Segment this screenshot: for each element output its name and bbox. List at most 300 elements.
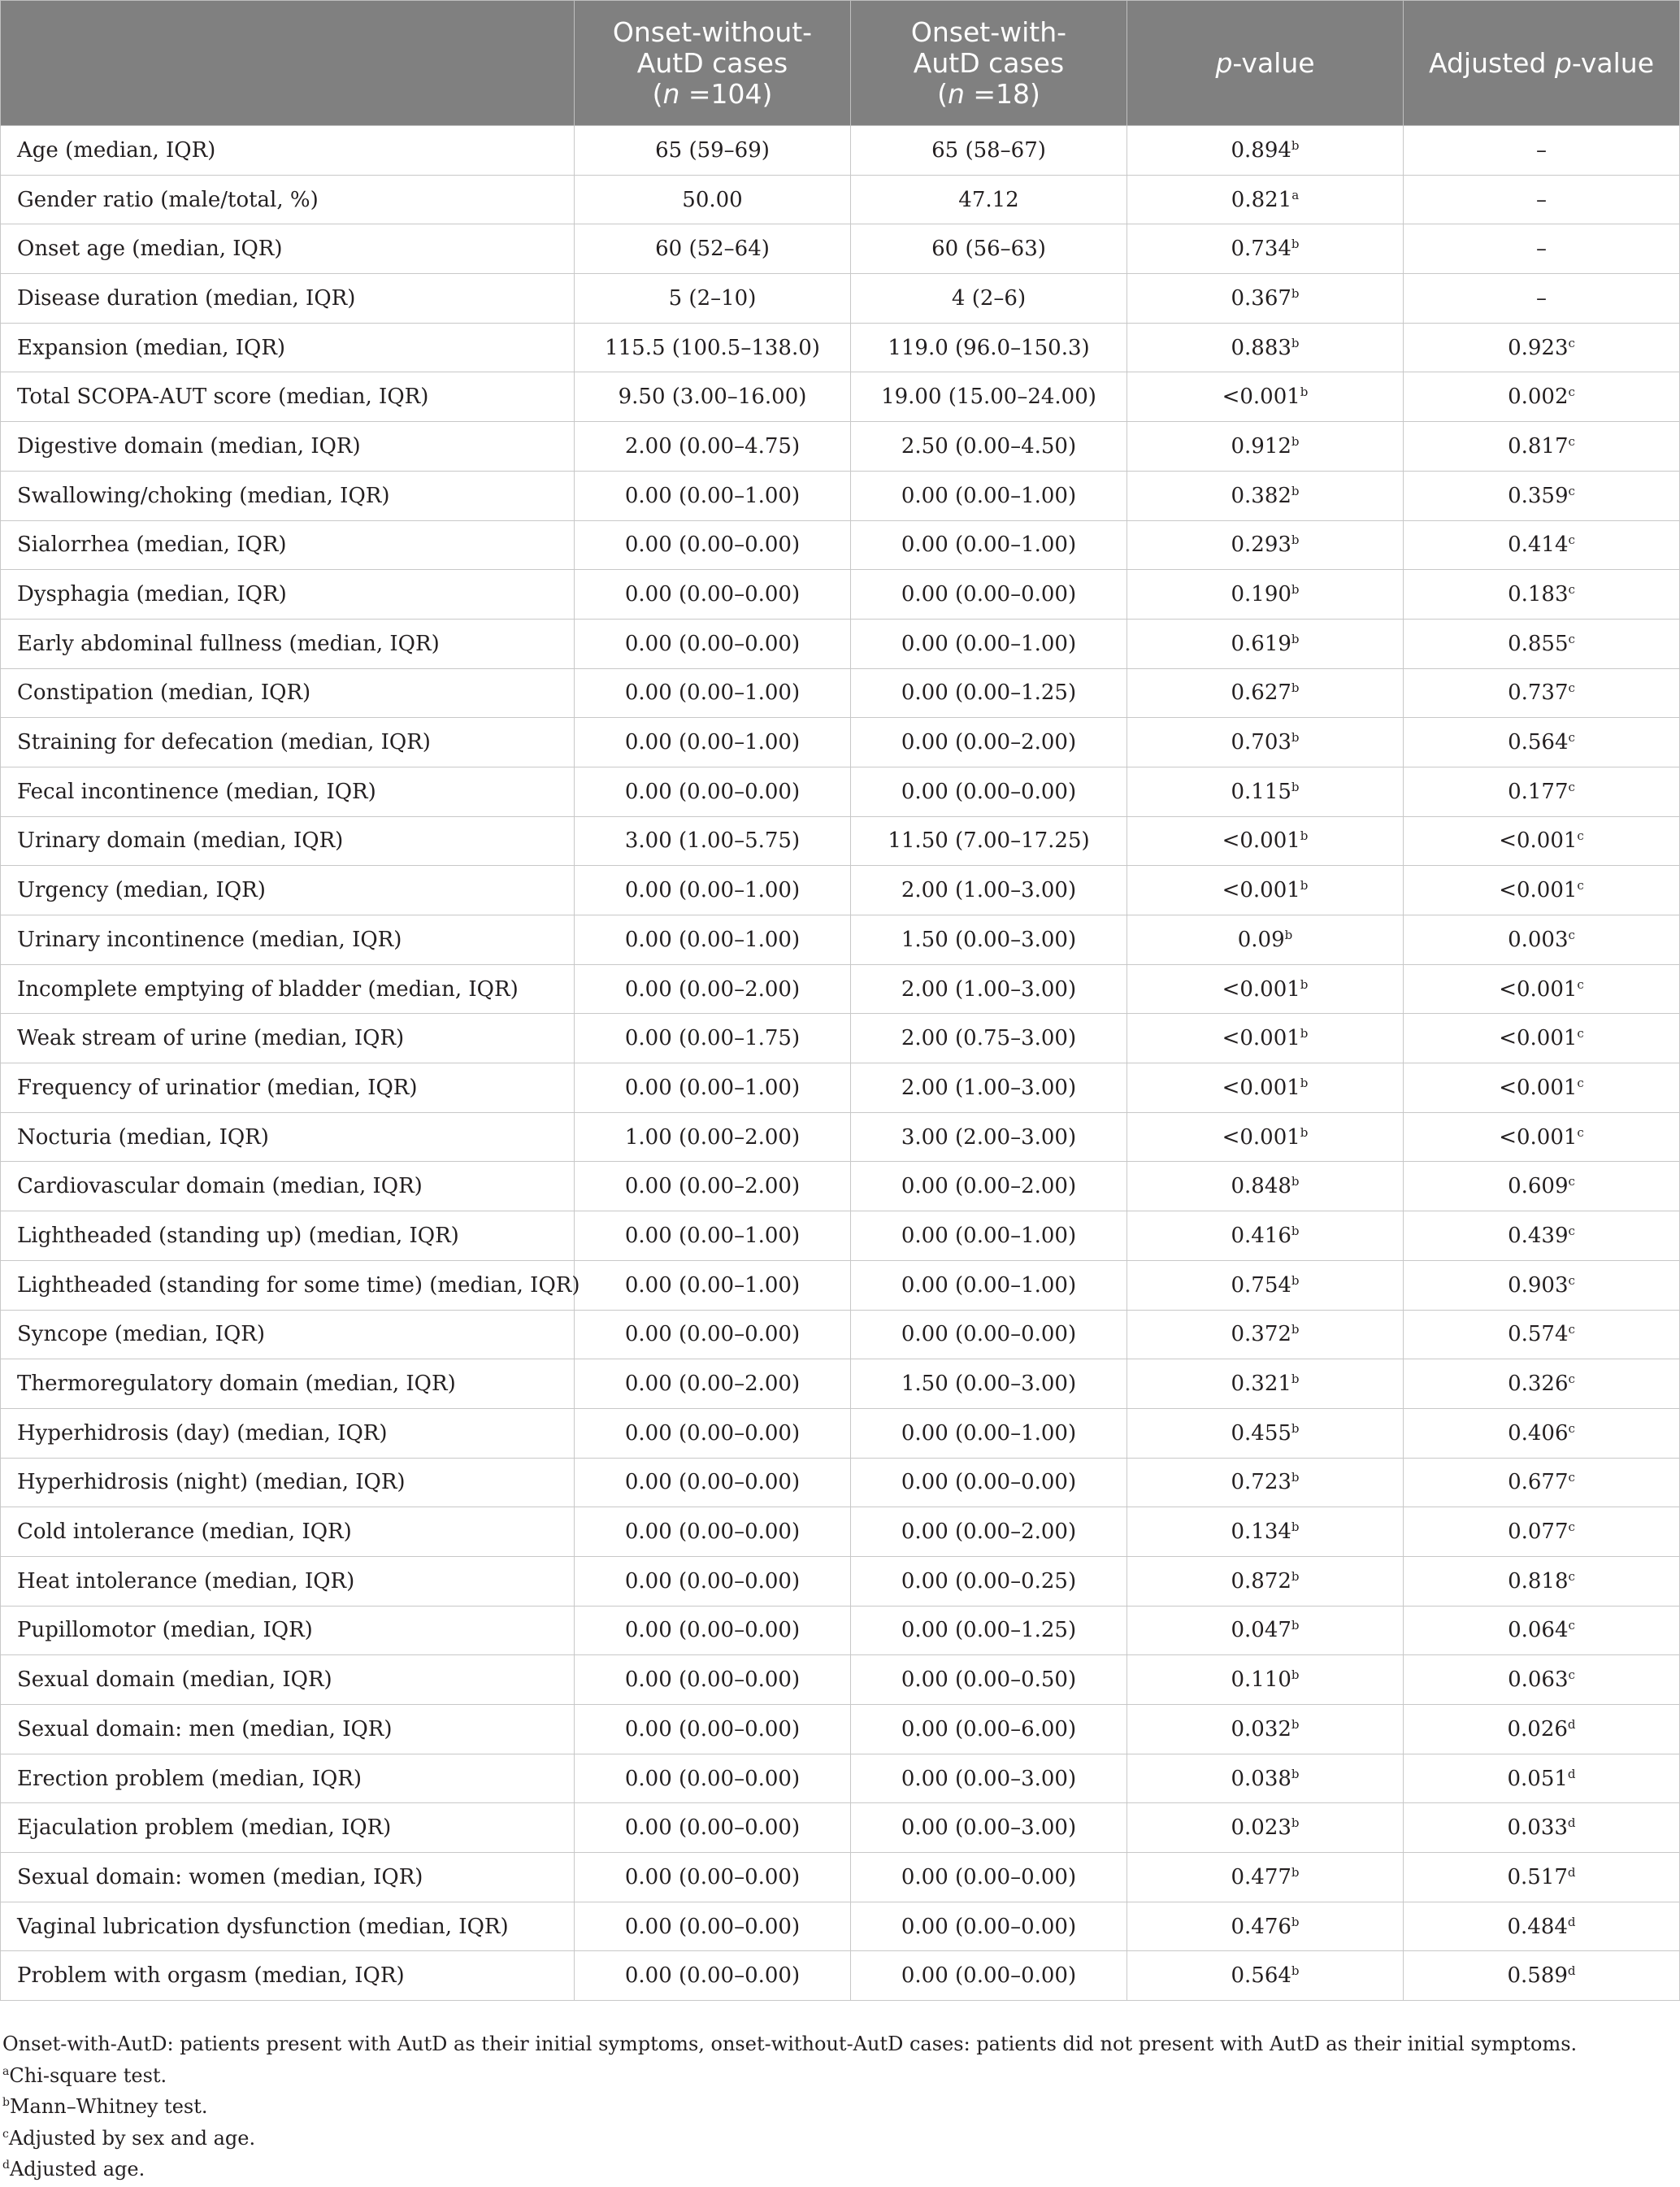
cell-onset-with-autd (851, 964, 1127, 1014)
adj-footnote-mark: c (1577, 1124, 1584, 1140)
cell-adjusted-p-value-value: 0.564 (1508, 730, 1569, 755)
cell-onset-with-autd (851, 619, 1127, 668)
cell-adjusted-p-value (1404, 1556, 1680, 1606)
cell-adjusted-p-value (1404, 619, 1680, 668)
cell-adjusted-p-value-value: 0.609 (1508, 1174, 1569, 1199)
cell-adjusted-p-value (1404, 1063, 1680, 1113)
cell-adjusted-p-value-value: 0.677 (1508, 1470, 1569, 1495)
row-label-value: Sexual domain (median, IQR) (17, 1667, 332, 1693)
table-row (1, 1655, 1680, 1705)
cell-onset-with-autd-value: 0.00 (0.00–0.50) (901, 1667, 1077, 1693)
cell-onset-without-autd-value: 5 (2–10) (668, 285, 757, 311)
p-footnote-mark: b (1291, 631, 1300, 646)
row-label-value: Early abdominal fullness (median, IQR) (17, 631, 440, 656)
table-row (1, 718, 1680, 767)
cell-adjusted-p-value-value: 0.063 (1508, 1667, 1569, 1693)
header-col3-n: n (947, 77, 965, 110)
p-footnote-mark: b (1291, 1272, 1300, 1288)
cell-adjusted-p-value (1404, 1458, 1680, 1507)
cell-onset-without-autd-value: 1.00 (0.00–2.00) (624, 1124, 801, 1150)
cell-onset-without-autd-value: 0.00 (0.00–0.00) (624, 1520, 801, 1545)
cell-adjusted-p-value-value: <0.001 (1499, 1124, 1578, 1150)
adj-footnote-mark: d (1567, 1716, 1576, 1732)
cell-adjusted-p-value-value: 0.002 (1508, 385, 1569, 410)
cell-p-value (1127, 1458, 1404, 1507)
cell-p-value (1127, 1507, 1404, 1557)
table-row (1, 1803, 1680, 1853)
table-row (1, 1310, 1680, 1359)
p-footnote-mark: b (1291, 680, 1300, 696)
adj-footnote-mark: c (1568, 433, 1575, 449)
cell-onset-without-autd-value: 0.00 (0.00–2.00) (624, 976, 801, 1002)
cell-p-value-value: 0.734 (1231, 237, 1291, 262)
cell-adjusted-p-value-value: 0.406 (1508, 1420, 1569, 1446)
cell-onset-without-autd (575, 816, 851, 866)
p-footnote-mark: b (1291, 1322, 1300, 1337)
cell-onset-with-autd (851, 1803, 1127, 1853)
cell-onset-with-autd (851, 520, 1127, 570)
row-label (1, 1754, 575, 1803)
footnote-mark: b (2, 2096, 10, 2109)
cell-onset-without-autd (575, 224, 851, 274)
cell-onset-with-autd (851, 1951, 1127, 2001)
row-label-value: Straining for defecation (median, IQR) (17, 730, 431, 755)
adj-footnote-mark: c (1568, 1174, 1575, 1189)
cell-adjusted-p-value (1404, 1655, 1680, 1705)
cell-onset-with-autd (851, 1211, 1127, 1261)
cell-onset-without-autd (575, 668, 851, 718)
cell-onset-without-autd (575, 175, 851, 224)
cell-onset-without-autd (575, 422, 851, 472)
cell-onset-without-autd (575, 718, 851, 767)
row-label-value: Heat intolerance (median, IQR) (17, 1568, 355, 1594)
cell-adjusted-p-value (1404, 1359, 1680, 1409)
row-label-value: Total SCOPA-AUT score (median, IQR) (17, 385, 429, 410)
cell-onset-with-autd-value: 0.00 (0.00–1.00) (901, 1223, 1077, 1248)
row-label-value: Vaginal lubrication dysfunction (median, IQR) (17, 1914, 509, 1939)
cell-p-value (1127, 1211, 1404, 1261)
cell-p-value-value: 0.372 (1231, 1322, 1291, 1347)
row-label-value: Syncope (median, IQR) (17, 1322, 265, 1347)
adj-footnote-mark: d (1567, 1914, 1576, 1929)
row-label-value: Urinary domain (median, IQR) (17, 828, 344, 854)
table-row (1, 1162, 1680, 1211)
cell-onset-with-autd (851, 422, 1127, 472)
cell-onset-without-autd (575, 372, 851, 422)
adj-footnote-mark: c (1568, 1470, 1575, 1485)
cell-onset-with-autd-value: 0.00 (0.00–0.00) (901, 1470, 1077, 1495)
table-row (1, 1556, 1680, 1606)
cell-p-value-value: 0.321 (1231, 1372, 1291, 1397)
p-footnote-mark: b (1300, 1124, 1309, 1140)
cell-adjusted-p-value (1404, 964, 1680, 1014)
cell-p-value (1127, 1408, 1404, 1458)
cell-onset-with-autd (851, 1705, 1127, 1754)
cell-onset-with-autd-value: 0.00 (0.00–0.25) (901, 1568, 1077, 1594)
p-footnote-mark: b (1291, 1766, 1300, 1781)
cell-p-value-value: 0.134 (1231, 1520, 1291, 1545)
cell-p-value-value: 0.619 (1231, 631, 1291, 656)
cell-onset-with-autd-value: 0.00 (0.00–0.00) (901, 1914, 1077, 1939)
adj-footnote-mark: c (1568, 582, 1575, 598)
footnote-list (2, 2060, 1577, 2185)
cell-p-value-value: 0.883 (1231, 335, 1291, 360)
adj-footnote-mark: c (1568, 730, 1575, 746)
cell-onset-with-autd (851, 471, 1127, 520)
adj-footnote-mark: c (1577, 828, 1584, 844)
cell-onset-with-autd-value: 119.0 (96.0–150.3) (888, 335, 1090, 360)
row-label-value: Weak stream of urine (median, IQR) (17, 1026, 405, 1051)
header-col2-line2: AutD cases (636, 46, 788, 79)
table-row (1, 520, 1680, 570)
cell-onset-with-autd (851, 1655, 1127, 1705)
cell-onset-with-autd (851, 323, 1127, 372)
p-footnote-mark: b (1291, 1520, 1300, 1535)
cell-adjusted-p-value (1404, 1260, 1680, 1310)
cell-p-value-value: <0.001 (1222, 1026, 1300, 1051)
cell-onset-without-autd (575, 619, 851, 668)
cell-onset-without-autd-value: 0.00 (0.00–1.00) (624, 1223, 801, 1248)
cell-onset-without-autd (575, 915, 851, 965)
row-label (1, 619, 575, 668)
cell-adjusted-p-value (1404, 767, 1680, 816)
table-body (1, 126, 1680, 2001)
table-header (1, 1, 1680, 126)
adj-footnote-mark: c (1568, 1372, 1575, 1387)
cell-onset-with-autd-value: 47.12 (958, 187, 1019, 212)
row-label (1, 816, 575, 866)
cell-onset-without-autd (575, 1112, 851, 1162)
cell-adjusted-p-value-value: – (1536, 285, 1547, 311)
cell-p-value-value: <0.001 (1222, 828, 1300, 854)
table-row (1, 668, 1680, 718)
row-label (1, 1063, 575, 1113)
cell-onset-without-autd (575, 570, 851, 620)
row-label-value: Sexual domain: women (median, IQR) (17, 1864, 423, 1889)
cell-onset-without-autd-value: 0.00 (0.00–0.00) (624, 1667, 801, 1693)
cell-onset-without-autd-value: 0.00 (0.00–0.00) (624, 1716, 801, 1741)
cell-onset-with-autd-value: 2.00 (0.75–3.00) (901, 1026, 1077, 1051)
cell-adjusted-p-value-value: 0.077 (1508, 1520, 1569, 1545)
row-label-value: Sexual domain: men (median, IQR) (17, 1716, 393, 1741)
cell-onset-with-autd (851, 372, 1127, 422)
cell-adjusted-p-value-value: <0.001 (1499, 1075, 1578, 1100)
cell-onset-without-autd-value: 0.00 (0.00–1.00) (624, 927, 801, 952)
cell-onset-with-autd-value: 0.00 (0.00–3.00) (901, 1766, 1077, 1791)
row-label (1, 767, 575, 816)
p-footnote-mark: b (1300, 976, 1309, 992)
cell-p-value (1127, 1606, 1404, 1655)
adj-footnote-mark: c (1568, 385, 1575, 400)
row-label (1, 1310, 575, 1359)
cell-onset-with-autd (851, 1556, 1127, 1606)
row-label (1, 1951, 575, 2001)
cell-adjusted-p-value (1404, 1754, 1680, 1803)
cell-onset-without-autd (575, 1951, 851, 2001)
row-label-value: Erection problem (median, IQR) (17, 1766, 362, 1791)
cell-p-value-value: 0.023 (1231, 1815, 1291, 1841)
row-label-value: Cold intolerance (median, IQR) (17, 1520, 352, 1545)
header-onset-without-autd (575, 1, 851, 126)
cell-p-value (1127, 422, 1404, 472)
row-label-value: Cardiovascular domain (median, IQR) (17, 1174, 423, 1199)
cell-onset-with-autd (851, 1408, 1127, 1458)
row-label (1, 1162, 575, 1211)
cell-adjusted-p-value (1404, 1507, 1680, 1557)
cell-onset-without-autd-value: 0.00 (0.00–2.00) (624, 1372, 801, 1397)
row-label-value: Urinary incontinence (median, IQR) (17, 927, 402, 952)
cell-onset-with-autd (851, 1014, 1127, 1063)
cell-adjusted-p-value (1404, 1408, 1680, 1458)
cell-onset-without-autd (575, 1458, 851, 1507)
cell-adjusted-p-value-value: <0.001 (1499, 1026, 1578, 1051)
cell-onset-without-autd (575, 1014, 851, 1063)
p-footnote-mark: b (1291, 1667, 1300, 1683)
cell-adjusted-p-value (1404, 471, 1680, 520)
cell-onset-with-autd-value: 1.50 (0.00–3.00) (901, 927, 1077, 952)
cell-onset-with-autd (851, 1606, 1127, 1655)
row-label (1, 274, 575, 324)
cell-onset-without-autd-value: 0.00 (0.00–0.00) (624, 1568, 801, 1594)
cell-onset-without-autd (575, 1902, 851, 1951)
footnote-item (2, 2060, 1577, 2092)
adj-footnote-mark: c (1568, 631, 1575, 646)
table-row (1, 372, 1680, 422)
cell-p-value (1127, 175, 1404, 224)
p-footnote-mark: b (1291, 779, 1300, 794)
row-label-value: Age (median, IQR) (17, 137, 216, 163)
header-col2-line1: Onset-without- (612, 15, 813, 48)
cell-adjusted-p-value-value: 0.183 (1508, 582, 1569, 607)
cell-onset-with-autd (851, 126, 1127, 176)
table-row (1, 1853, 1680, 1902)
cell-p-value (1127, 1260, 1404, 1310)
adj-footnote-mark: c (1568, 927, 1575, 942)
cell-adjusted-p-value (1404, 1211, 1680, 1261)
cell-onset-without-autd (575, 767, 851, 816)
cell-onset-with-autd-value: 0.00 (0.00–1.00) (901, 1420, 1077, 1446)
row-label (1, 224, 575, 274)
cell-onset-without-autd-value: 60 (52–64) (655, 237, 770, 262)
cell-adjusted-p-value (1404, 1902, 1680, 1951)
cell-onset-with-autd (851, 224, 1127, 274)
p-footnote-mark: a (1291, 187, 1300, 202)
cell-onset-with-autd-value: 0.00 (0.00–0.00) (901, 1864, 1077, 1889)
cell-p-value (1127, 126, 1404, 176)
cell-p-value (1127, 1902, 1404, 1951)
footnote-item (2, 2123, 1577, 2154)
cell-p-value-value: <0.001 (1222, 1075, 1300, 1100)
cell-onset-without-autd (575, 1408, 851, 1458)
cell-p-value-value: <0.001 (1222, 976, 1300, 1002)
row-label (1, 1408, 575, 1458)
footnote-mark: d (2, 2159, 10, 2172)
cell-p-value-value: 0.110 (1231, 1667, 1291, 1693)
cell-adjusted-p-value-value: 0.033 (1507, 1815, 1568, 1841)
row-label-value: Fecal incontinence (median, IQR) (17, 779, 376, 804)
cell-onset-with-autd (851, 1853, 1127, 1902)
cell-onset-without-autd (575, 274, 851, 324)
table-row (1, 471, 1680, 520)
cell-p-value (1127, 570, 1404, 620)
cell-adjusted-p-value-value: 0.817 (1508, 433, 1569, 459)
cell-onset-without-autd (575, 126, 851, 176)
cell-adjusted-p-value (1404, 1705, 1680, 1754)
p-footnote-mark: b (1300, 1075, 1309, 1090)
header-col5-p: p (1554, 46, 1572, 79)
table-row (1, 1359, 1680, 1409)
cell-adjusted-p-value-value: 0.414 (1508, 533, 1569, 558)
cell-adjusted-p-value (1404, 1951, 1680, 2001)
cell-adjusted-p-value (1404, 1112, 1680, 1162)
cell-p-value (1127, 1853, 1404, 1902)
cell-onset-with-autd (851, 1260, 1127, 1310)
cell-onset-without-autd-value: 0.00 (0.00–0.00) (624, 533, 801, 558)
cell-p-value (1127, 520, 1404, 570)
p-footnote-mark: b (1291, 1568, 1300, 1584)
p-footnote-mark: b (1291, 433, 1300, 449)
table-row (1, 866, 1680, 915)
cell-p-value (1127, 1754, 1404, 1803)
cell-onset-without-autd-value: 0.00 (0.00–1.00) (624, 680, 801, 706)
cell-p-value (1127, 1063, 1404, 1113)
table-row (1, 1951, 1680, 2001)
cell-onset-with-autd (851, 1162, 1127, 1211)
footnote-text: Mann–Whitney test. (9, 2095, 208, 2118)
cell-p-value-value: 0.032 (1231, 1716, 1291, 1741)
cell-onset-with-autd (851, 1458, 1127, 1507)
table-row (1, 767, 1680, 816)
cell-onset-without-autd-value: 3.00 (1.00–5.75) (624, 828, 801, 854)
cell-onset-without-autd-value: 65 (59–69) (655, 137, 770, 163)
cell-onset-without-autd-value: 0.00 (0.00–0.00) (624, 1322, 801, 1347)
p-footnote-mark: b (1291, 335, 1300, 350)
cell-p-value-value: 0.476 (1231, 1914, 1291, 1939)
cell-p-value (1127, 915, 1404, 965)
row-label (1, 1359, 575, 1409)
header-col3-line3-pre: ( (937, 77, 948, 110)
table-row (1, 126, 1680, 176)
cell-onset-with-autd (851, 718, 1127, 767)
cell-onset-without-autd (575, 471, 851, 520)
cell-onset-with-autd-value: 3.00 (2.00–3.00) (901, 1124, 1077, 1150)
cell-adjusted-p-value-value: <0.001 (1499, 976, 1578, 1002)
row-label-value: Lightheaded (standing up) (median, IQR) (17, 1223, 459, 1248)
table-footnotes (2, 2028, 1577, 2185)
row-label (1, 422, 575, 472)
adj-footnote-mark: c (1568, 1568, 1575, 1584)
cell-onset-with-autd-value: 0.00 (0.00–3.00) (901, 1815, 1077, 1841)
cell-p-value-value: 0.564 (1231, 1963, 1291, 1989)
row-label (1, 570, 575, 620)
cell-adjusted-p-value-value: 0.589 (1507, 1963, 1568, 1989)
p-footnote-mark: b (1291, 483, 1300, 498)
cell-onset-without-autd-value: 0.00 (0.00–0.00) (624, 631, 801, 656)
p-footnote-mark: b (1291, 1174, 1300, 1189)
cell-onset-with-autd (851, 816, 1127, 866)
cell-adjusted-p-value (1404, 915, 1680, 965)
cell-onset-with-autd (851, 1063, 1127, 1113)
cell-onset-with-autd-value: 0.00 (0.00–1.00) (901, 631, 1077, 656)
adj-footnote-mark: c (1568, 1667, 1575, 1683)
cell-onset-with-autd-value: 0.00 (0.00–2.00) (901, 1174, 1077, 1199)
p-footnote-mark: b (1291, 137, 1300, 153)
cell-p-value-value: 0.047 (1231, 1618, 1291, 1643)
header-col3-line3-post: =18) (964, 77, 1040, 110)
row-label (1, 718, 575, 767)
table-row (1, 1063, 1680, 1113)
cell-onset-with-autd (851, 1359, 1127, 1409)
cell-adjusted-p-value-value: 0.574 (1508, 1322, 1569, 1347)
table-row (1, 175, 1680, 224)
row-label-value: Pupillomotor (median, IQR) (17, 1618, 313, 1643)
cell-adjusted-p-value (1404, 816, 1680, 866)
cell-p-value-value: 0.416 (1231, 1223, 1291, 1248)
table-row (1, 1211, 1680, 1261)
cell-onset-with-autd (851, 1754, 1127, 1803)
row-label-value: Thermoregulatory domain (median, IQR) (17, 1372, 456, 1397)
cell-onset-without-autd (575, 1655, 851, 1705)
adj-footnote-mark: c (1577, 1075, 1584, 1090)
p-footnote-mark: b (1291, 1815, 1300, 1831)
adj-footnote-mark: c (1568, 1322, 1575, 1337)
header-adjusted-p-value (1404, 1, 1680, 126)
cell-p-value-value: 0.477 (1231, 1864, 1291, 1889)
p-footnote-mark: b (1291, 1420, 1300, 1436)
cell-p-value (1127, 1705, 1404, 1754)
cell-adjusted-p-value-value: 0.903 (1508, 1272, 1569, 1298)
row-label-value: Hyperhidrosis (night) (median, IQR) (17, 1470, 406, 1495)
cell-p-value (1127, 1951, 1404, 2001)
table-row (1, 1260, 1680, 1310)
row-label (1, 1260, 580, 1310)
cell-adjusted-p-value-value: 0.923 (1508, 335, 1569, 360)
footnote-definition: Onset-with-AutD: patients present with AutD as their initial symptoms, onset-without-AutD cases: patients did not present with AutD as their initial symptoms. (2, 2033, 1578, 2055)
cell-onset-without-autd (575, 1162, 851, 1211)
table-row (1, 323, 1680, 372)
row-label (1, 1655, 575, 1705)
cell-adjusted-p-value-value: 0.737 (1508, 680, 1569, 706)
header-col2-line3-post: =104) (679, 77, 773, 110)
cell-onset-without-autd-value: 0.00 (0.00–1.00) (624, 878, 801, 903)
p-footnote-mark: b (1291, 582, 1300, 598)
cell-onset-without-autd-value: 0.00 (0.00–1.75) (624, 1026, 801, 1051)
row-label (1, 1507, 575, 1557)
table-row (1, 1507, 1680, 1557)
cell-adjusted-p-value (1404, 1014, 1680, 1063)
cell-adjusted-p-value (1404, 422, 1680, 472)
cell-onset-without-autd-value: 0.00 (0.00–0.00) (624, 1420, 801, 1446)
header-col3-line2: AutD cases (913, 46, 1065, 79)
cell-adjusted-p-value-value: – (1536, 137, 1547, 163)
cell-adjusted-p-value-value: 0.818 (1508, 1568, 1569, 1594)
adj-footnote-mark: c (1568, 1520, 1575, 1535)
table-row (1, 422, 1680, 472)
adj-footnote-mark: c (1577, 1026, 1584, 1041)
header-onset-with-autd (851, 1, 1127, 126)
row-label-value: Swallowing/choking (median, IQR) (17, 483, 390, 508)
header-col4-p: p (1215, 46, 1233, 79)
p-footnote-mark: b (1291, 285, 1300, 301)
table-row (1, 1408, 1680, 1458)
p-footnote-mark: b (1300, 385, 1309, 400)
adj-footnote-mark: d (1567, 1864, 1576, 1880)
row-label-value: Frequency of urinatior (median, IQR) (17, 1075, 418, 1100)
cell-adjusted-p-value (1404, 126, 1680, 176)
cell-adjusted-p-value-value: 0.177 (1508, 779, 1569, 804)
cell-adjusted-p-value (1404, 1803, 1680, 1853)
p-footnote-mark: b (1291, 1618, 1300, 1633)
